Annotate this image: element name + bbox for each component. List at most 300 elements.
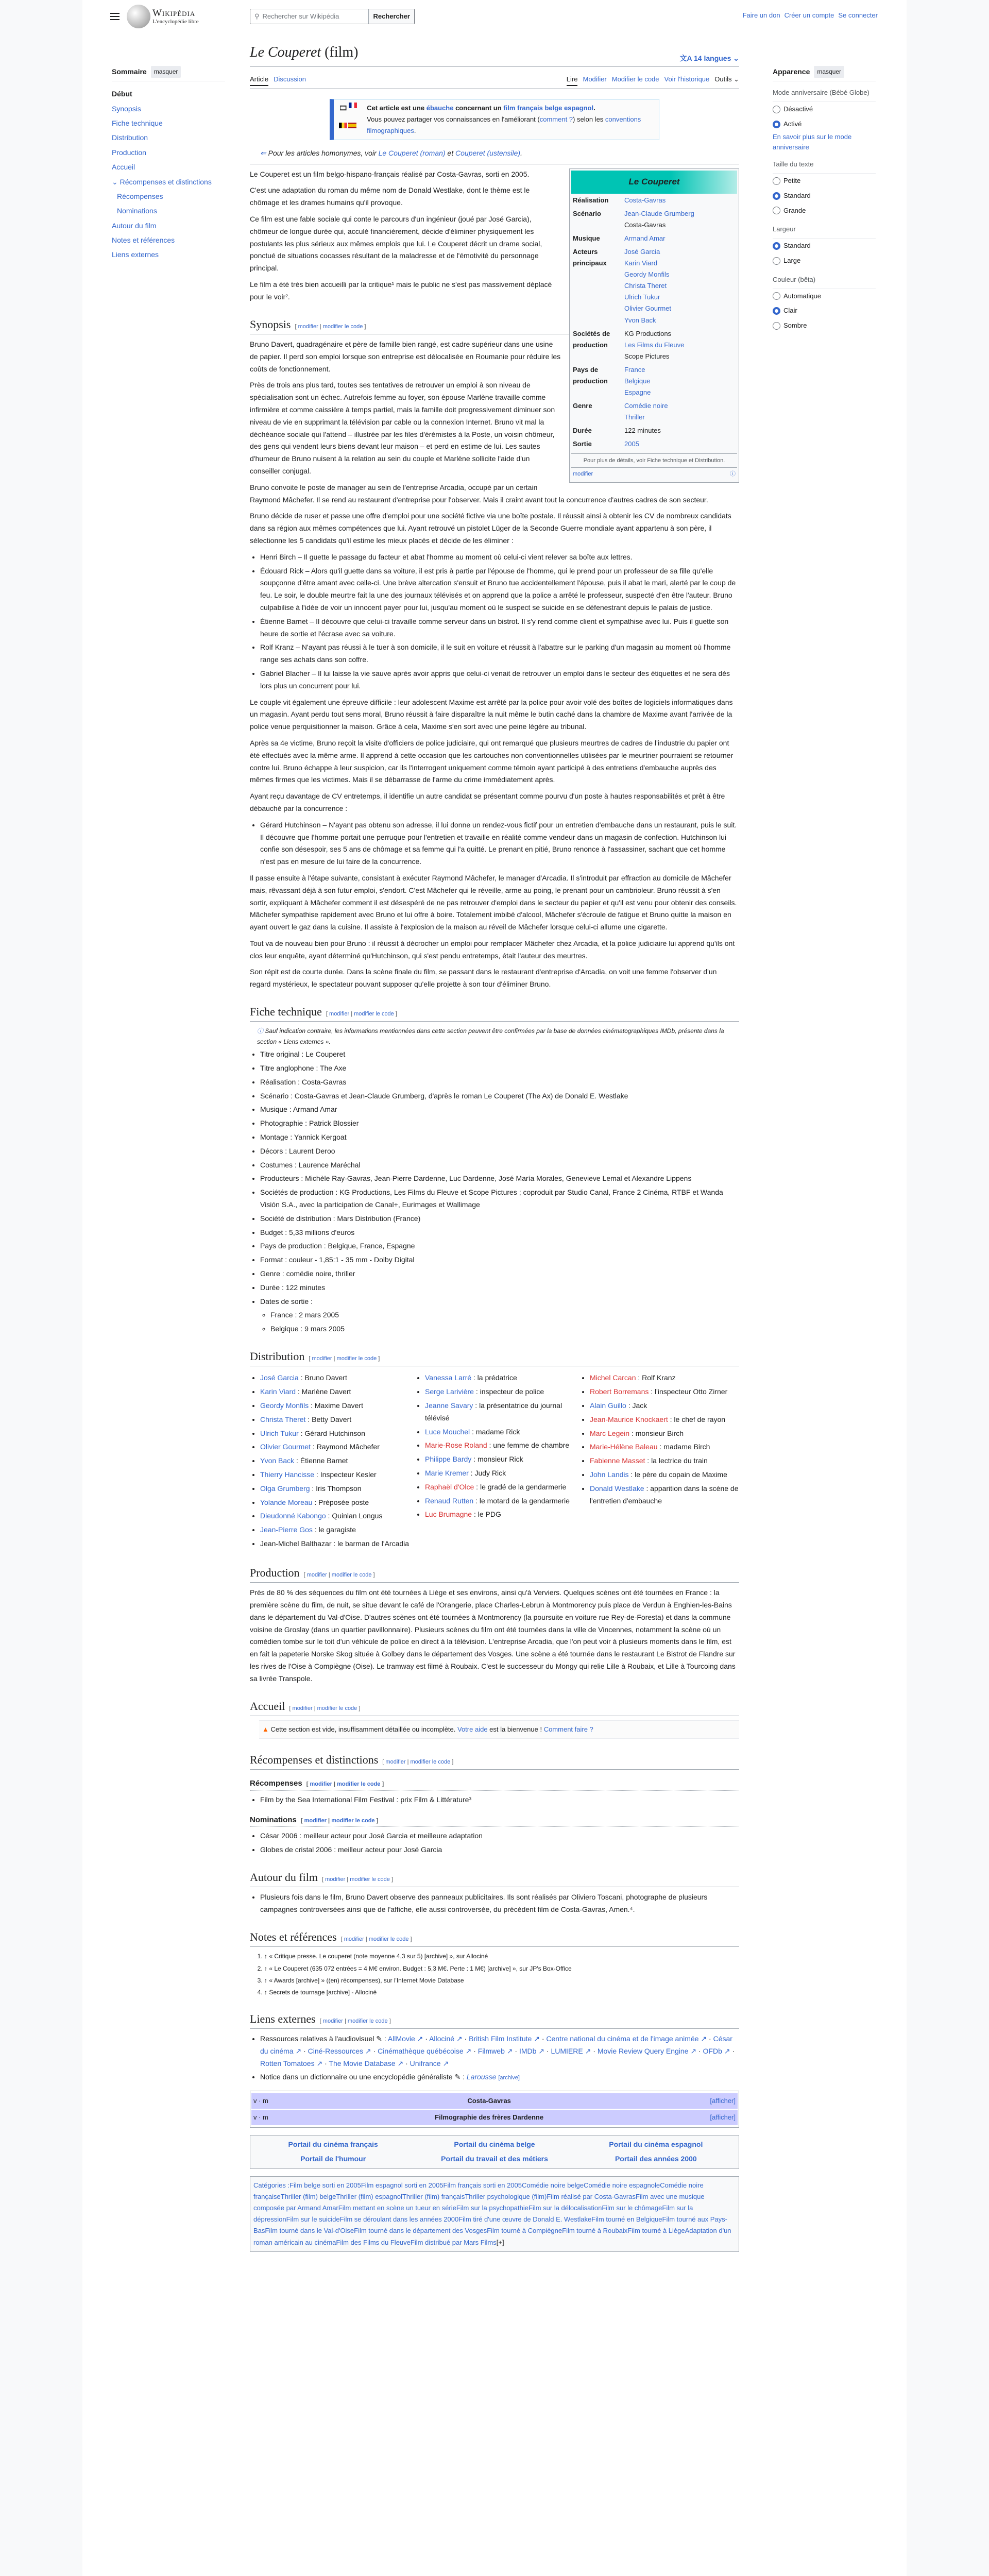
tab-outils[interactable]: Outils ⌄ [714, 75, 739, 83]
portal-link[interactable]: Portail du cinéma espagnol [609, 2140, 703, 2149]
reference-item: 2. ↑ « Le Couperet (635 072 entrées = 4 M€ environ. Budget : 5,3 M€. Perte : 1 M€) [archive] », sur JP's Box-Office [264, 1963, 739, 1974]
edit-links[interactable]: [ modifier | modifier le code ] [295, 323, 366, 330]
category-link[interactable]: Film des Films du Fleuve [336, 2238, 411, 2246]
synopsis-p8: Il passe ensuite à l'étape suivante, consistant à exécuter Raymond Mâchefer, le manager d'Arcadia. Il s'introduit par effraction au domicile de Mâchefer mais, rêvassant déjà à son futur emploi, s'endort. C'est Mâchefer qui le réveille, arme au poing, le prenant pour un cambrioleur. Bruno réussit à s'en sortir, expliquant à Mâchefer comment il est désespéré de ne pas retrouver d'emploi dans le secteur du papier et qu'il est venu pour obtenir des conseils. Mâchefer sympathise rapidement avec Bruno et lui offre à boire. Totalement imbibé d'alcool, Mâchefer s'écroule de fatigue et Bruno quitte la maison en ayant ouvert le gaz dans la cuisine. Il assiste à l'explosion de la maison au réveil de Mâchefer lorsque celui-ci allume une cigarette. [250, 873, 737, 931]
portal-link[interactable]: Portail des années 2000 [615, 2155, 697, 2163]
radio-label: Grande [783, 206, 806, 214]
infobox-value-item[interactable]: Ulrich Tukur [624, 293, 660, 301]
archive-link[interactable]: [archive] [498, 2075, 520, 2081]
actor-link[interactable]: Ulrich Tukur [260, 1429, 299, 1437]
actor-link[interactable]: Donald Westlake [590, 1484, 644, 1493]
infobox-value [624, 195, 736, 206]
infobox-value-item[interactable]: Yvon Back [624, 316, 656, 324]
actor-link[interactable]: Marc Legein [590, 1429, 630, 1437]
infobox-value-item[interactable]: 2005 [624, 440, 639, 448]
radio-button[interactable] [773, 242, 780, 250]
intro-paragraph: Ce film est une fable sociale qui conte le parcours d'un ingénieur (joué par José Garcia), chômeur de longue durée qui, acculé financièrement, décide d'éliminer physiquement les postulants les plus sérieux aux mêmes emplois que lui. Le Couperet décrit un drame social, ponctué de situations cocasses résultant de la maladresse et de l'émotivité du personnage principal. [250, 215, 542, 273]
radio-label: Sombre [783, 321, 807, 330]
section-autour [250, 1868, 739, 1887]
toc-item[interactable]: Notes et références [112, 236, 175, 245]
tab-lire[interactable]: Lire [567, 74, 578, 86]
edit-code-link[interactable]: modifier le code [322, 323, 363, 330]
toc-item[interactable]: Distribution [112, 133, 148, 142]
release-date: ◦ Belgique : 9 mars 2005 [270, 1323, 739, 1335]
cast-item: • Raphaël d'Olce : le gradé de la gendarmerie [425, 1481, 574, 1494]
actor-link[interactable]: Raphaël d'Olce [425, 1482, 474, 1491]
notice-item [260, 2071, 739, 2083]
cast-item: • Luce Mouchel : madame Rick [425, 1426, 574, 1438]
stub-link[interactable]: ébauche [426, 104, 454, 112]
infobox-value-item[interactable]: Armand Amar [624, 234, 666, 242]
section-recompenses [250, 1750, 739, 1770]
fiche-item: • Société de distribution : Mars Distribution (France) [260, 1213, 739, 1225]
hatnote-link-ustensile[interactable]: Couperet (ustensile) [455, 148, 521, 157]
category-link[interactable]: Film sur la dépression [253, 2204, 693, 2224]
radio-option[interactable] [773, 204, 876, 218]
actor-link[interactable]: Marie-Hélène Baleau [590, 1443, 658, 1451]
user-link[interactable]: Faire un don [742, 11, 780, 19]
radio-option[interactable] [773, 289, 876, 304]
toc-item[interactable]: Synopsis [112, 104, 141, 113]
edit-link[interactable]: modifier [292, 1705, 313, 1711]
info-icon: ⓘ [257, 1027, 265, 1035]
imdb-note [257, 1026, 739, 1047]
category-link[interactable]: Film tourné aux Pays-Bas [253, 2215, 727, 2235]
infobox-value [624, 400, 736, 423]
actor-link[interactable]: Olga Grumberg [260, 1484, 310, 1493]
actor-link[interactable]: Geordy Monfils [260, 1401, 309, 1410]
external-resource-link[interactable]: British Film Institute ↗ [469, 2035, 540, 2043]
toc-item[interactable]: Accueil [112, 163, 135, 172]
category-link[interactable]: Comédie noire française [253, 2181, 704, 2201]
infobox-value-item[interactable]: Olivier Gourmet [624, 304, 672, 313]
category-link[interactable]: Film tourné à Compiègne [487, 2227, 562, 2235]
portal-link[interactable]: Portail du travail et des métiers [441, 2155, 548, 2163]
infobox-value-item[interactable]: José Garcia [624, 247, 660, 256]
navbox-vm[interactable]: v · m [253, 2113, 268, 2122]
film-reel-icon: 🎞 [339, 104, 348, 112]
infobox-row [571, 194, 737, 207]
info-icon[interactable]: ⓘ [730, 471, 736, 478]
search-input[interactable] [250, 9, 368, 24]
radio-button[interactable] [773, 177, 780, 185]
edit-link[interactable]: modifier [312, 1355, 332, 1362]
fiche-item: • Réalisation : Costa-Gavras [260, 1076, 739, 1089]
infobox-modify-link[interactable]: modifier [573, 471, 593, 478]
radio-button[interactable] [773, 257, 780, 265]
categories-label[interactable]: Catégories : [253, 2181, 290, 2190]
edit-links[interactable]: [ modifier | modifier le code ] [340, 1936, 412, 1942]
category-link[interactable]: Film réalisé par Costa-Gavras [547, 2193, 636, 2201]
edit-code-link[interactable]: modifier le code [331, 1817, 375, 1824]
tab-modifier-le-code[interactable]: Modifier le code [611, 75, 659, 83]
external-resource-link[interactable]: OFDb ↗ [703, 2046, 730, 2055]
edit-links[interactable]: [ modifier | modifier le code ] [326, 1011, 397, 1018]
toc-title: Sommaire [112, 67, 147, 76]
external-resource-link[interactable]: Rotten Tomatoes ↗ [260, 2059, 323, 2067]
category-link[interactable]: Film tourné en Belgique [591, 2215, 662, 2224]
cast-column [260, 1370, 410, 1551]
infobox-key: Durée [573, 427, 592, 435]
toc-item[interactable]: Autour du film [112, 221, 157, 230]
radio-button[interactable] [773, 207, 780, 214]
victims-list [260, 551, 739, 692]
incomplete-notice [259, 1720, 739, 1739]
external-resource-link[interactable]: Filmweb ↗ [478, 2046, 513, 2055]
stub-help-text-2: ) selon les [573, 115, 605, 123]
release-dates [270, 1309, 739, 1335]
category-link[interactable]: Film espagnol sorti en 2005 [361, 2181, 444, 2190]
stub-icons [339, 103, 362, 137]
actor-link[interactable]: Thierry Hancisse [260, 1470, 315, 1479]
navbox-title[interactable]: Costa-Gavras [467, 2097, 511, 2105]
edit-link[interactable]: modifier [306, 1571, 327, 1578]
radio-label: Automatique [783, 292, 821, 300]
infobox-value-item[interactable]: Les Films du Fleuve [624, 341, 685, 349]
category-link[interactable]: Film sur le chômage [602, 2204, 662, 2212]
radio-label: Standard [783, 191, 811, 199]
actor-link[interactable]: Christa Theret [260, 1415, 306, 1423]
actor-link[interactable]: Karin Viard [260, 1387, 296, 1396]
synopsis-p5: Le couple vit également une épreuve difficile : leur adolescent Maxime est arrêté par la police pour avoir volé des boîtes de logiciels informatiques dans un magasin. Ayant perdu tout sens moral, Bruno réussit à faire disparaître la nuit même le butin caché dans la chambre de Maxime avant l'arrivée de la police venue perquisitionner la maison. Grâce à cela, Maxime s'en sort avec une peine légère au tribunal. [250, 698, 733, 731]
infobox-value-item[interactable]: Jean-Claude Grumberg [624, 209, 694, 217]
appearance-group-label: Taille du texte [773, 156, 876, 174]
actor-link[interactable]: Vanessa Larré [425, 1374, 472, 1382]
cast-item: • Dieudonné Kabongo : Quinlan Longus [260, 1510, 410, 1522]
synopsis-p4: Bruno décide de ruser et passe une offre d'emploi pour une société fictive via une boîte postale. Il réussit ainsi à obtenir les CV de nombreux candidats dans sa région aux mêmes compétences que lui. Ayant retrouvé un pistolet Lüger de la Seconde Guerre mondiale ayant appartenu à son père, il sélectionne les 5 candidats qu'il estime les mieux placés et décide de les éliminer : [250, 512, 731, 545]
section-production [250, 1563, 739, 1583]
category-link[interactable]: Film belge sorti en 2005 [289, 2181, 361, 2190]
category-link[interactable]: Comédie noire espagnole [583, 2181, 660, 2190]
portal-link[interactable]: Portail de l'humour [300, 2155, 366, 2163]
fiche-item: • Format : couleur - 1,85:1 - 35 mm - Dolby Digital [260, 1254, 739, 1266]
edit-links[interactable]: [ modifier | modifier le code ] [303, 1571, 375, 1578]
navbox-show[interactable]: [afficher] [710, 2097, 736, 2105]
fiche-item: • Sociétés de production : KG Productions, Les Films du Fleuve et Scope Pictures ; coproduit par Studio Canal, France 2 Cinéma, RTBF et Wanda Visión S.A., avec la participation de Canal+, Eurimages et Wallimage [260, 1187, 739, 1211]
infobox-value-item[interactable]: Christa Theret [624, 282, 667, 290]
section-title: Fiche technique [250, 1005, 322, 1019]
languages-label: 14 langues [694, 54, 731, 63]
radio-option[interactable] [773, 239, 876, 253]
infobox-value-item[interactable]: France [624, 365, 645, 374]
edit-code-link[interactable]: modifier le code [368, 1936, 409, 1942]
category-link[interactable]: Film se déroulant dans les années 2000 [339, 2215, 459, 2224]
header [82, 0, 907, 33]
infobox-key: Sortie [573, 440, 592, 448]
navbox-vm[interactable]: v · m [253, 2097, 268, 2105]
stub-topic-link[interactable]: film français belge espagnol [503, 104, 594, 112]
flag-france-icon [349, 103, 357, 108]
category-link[interactable]: Film tourné à Liège [627, 2227, 685, 2235]
edit-links[interactable]: [ modifier | modifier le code ] [309, 1355, 380, 1362]
actor-link[interactable]: Luce Mouchel [425, 1427, 470, 1436]
infobox-row [571, 207, 737, 232]
actor-link[interactable]: Fabienne Masset [590, 1456, 645, 1465]
radio-option[interactable] [773, 303, 876, 318]
appearance-panel [773, 66, 876, 333]
logo-title: Wikipédia [152, 7, 196, 19]
category-link[interactable]: Thriller (film) belge [280, 2193, 336, 2201]
actor-link[interactable]: Yolande Moreau [260, 1498, 313, 1506]
edit-code-link[interactable]: modifier le code [354, 1011, 394, 1018]
infobox-row [571, 232, 737, 245]
actor-link[interactable]: Jean-Maurice Knockaert [590, 1415, 668, 1423]
victim-item: • Gabriel Blacher – Il lui laisse la vie sauve après avoir appris que celui-ci venait de retrouver un emploi dans le secteur des étiquettes et ne sera dès lors plus un concurrent pour lui. [260, 668, 739, 692]
radio-button[interactable] [773, 106, 780, 113]
toc-item[interactable]: Production [112, 148, 146, 157]
category-link[interactable]: Film tourné à Roubaix [562, 2227, 628, 2235]
infobox-value-item[interactable]: Karin Viard [624, 259, 658, 267]
external-resource-link[interactable]: Unifrance ↗ [410, 2059, 449, 2067]
cast-item: • Yvon Back : Étienne Barnet [260, 1455, 410, 1467]
infobox-value-item[interactable]: Belgique [624, 377, 651, 385]
conventions-link[interactable]: conventions filmographiques [367, 115, 641, 134]
cast-item: • Vanessa Larré : la prédatrice [425, 1372, 574, 1384]
edit-code-link[interactable]: modifier le code [331, 1571, 372, 1578]
user-links [743, 10, 878, 21]
category-link[interactable]: Film sur le suicide [286, 2215, 340, 2224]
synopsis-p7: Ayant reçu davantage de CV entretemps, il identifie un autre candidat se présentant comme pourvu d'un poste à hautes responsabilités et prêt à être débauché par la concurrence : [250, 792, 725, 812]
hatnote-link-roman[interactable]: Le Couperet (roman) [378, 148, 446, 157]
infobox-value-item: KG Productions [624, 329, 672, 337]
languages-button[interactable]: 文A 14 langues ⌄ [679, 54, 739, 63]
infobox-value [624, 425, 736, 436]
category-link[interactable]: Film français sorti en 2005 [443, 2181, 522, 2190]
flag-belgium-icon [339, 123, 347, 128]
infobox-value [624, 233, 736, 244]
category-link[interactable]: Thriller psychologique (film) [465, 2193, 547, 2201]
hatnote [250, 147, 739, 164]
edit-code-link[interactable]: modifier le code [347, 2018, 388, 2024]
user-link[interactable]: Se connecter [838, 11, 878, 19]
actor-link[interactable]: Dieudonné Kabongo [260, 1512, 326, 1520]
infobox-row [571, 437, 737, 451]
wikipedia-logo[interactable] [127, 5, 199, 28]
fiche-item: • Producteurs : Michèle Ray-Gavras, Jean-Pierre Dardenne, Luc Dardenne, José María Morales, Genevieve Lemal et Alexandre Lippens [260, 1173, 739, 1185]
category-link[interactable]: Comédie noire belge [522, 2181, 584, 2190]
victim-item: • Étienne Barnet – Il découvre que celui-ci travaille comme serveur dans un bistrot. Il s'y rend comme client et sympathise avec lui. Puis il guette son heure de sortie et l'écrase avec sa voiture. [260, 616, 739, 640]
actor-link[interactable]: Alain Guillo [590, 1401, 626, 1410]
radio-option[interactable] [773, 318, 876, 333]
actor-link[interactable]: Renaud Rutten [425, 1496, 474, 1505]
help-link[interactable]: Votre aide [457, 1725, 488, 1733]
radio-option[interactable] [773, 174, 876, 189]
edit-links[interactable]: [ modifier | modifier le code ] [382, 1758, 454, 1765]
radio-label: Clair [783, 307, 797, 315]
edit-links[interactable]: [ modifier | modifier le code ] [306, 1781, 384, 1788]
toc-hide-button[interactable]: masquer [151, 66, 181, 78]
title-rest: (film) [321, 44, 359, 60]
fiche-item: • Budget : 5,33 millions d'euros [260, 1227, 739, 1239]
external-resource-link[interactable]: IMDb ↗ [519, 2046, 545, 2055]
navbox-title[interactable]: Filmographie des frères Dardenne [435, 2113, 544, 2122]
edit-link[interactable]: modifier [298, 323, 318, 330]
infobox-value [624, 328, 736, 362]
category-link[interactable]: Film mettant en scène un tueur en série [338, 2204, 456, 2212]
external-resource-link[interactable]: LUMIERE ↗ [551, 2046, 591, 2055]
actor-link[interactable]: Marie-Rose Roland [425, 1441, 487, 1450]
edit-code-link[interactable]: modifier le code [317, 1705, 357, 1711]
tab-discussion[interactable]: Discussion [274, 75, 306, 83]
edit-link[interactable]: modifier [385, 1758, 406, 1765]
category-link[interactable]: Film tourné dans le département des Vosges [354, 2227, 487, 2235]
external-resource-link[interactable]: Cinémathèque québécoise ↗ [378, 2046, 472, 2055]
external-resource-link[interactable]: Ciné-Ressources ↗ [308, 2046, 371, 2055]
trivia-list [260, 1891, 739, 1916]
radio-label: Standard [783, 242, 811, 250]
fiche-list [260, 1048, 739, 1335]
radio-button[interactable] [773, 192, 780, 200]
section-title: Production [250, 1566, 300, 1579]
hatnote-and: et [445, 148, 456, 157]
external-resource-link[interactable]: Allociné ↗ [429, 2035, 463, 2043]
category-link[interactable]: Film distribué par Mars Films [410, 2238, 497, 2246]
cast-item: • Philippe Bardy : monsieur Rick [425, 1453, 574, 1466]
actor-link[interactable]: Olivier Gourmet [260, 1443, 311, 1451]
infobox-value-item[interactable]: Geordy Monfils [624, 270, 670, 279]
categories-expand[interactable]: [+] [496, 2238, 504, 2246]
cast-item: • Jean-Maurice Knockaert : le chef de rayon [590, 1414, 739, 1426]
anniversary-info-link[interactable]: En savoir plus sur le mode anniversaire [773, 132, 852, 151]
fiche-item: • Dates de sortie : ◦ France : 2 mars 2005 ◦ Belgique : 9 mars 2005 [260, 1296, 739, 1335]
victim-item: • Henri Birch – Il guette le passage du facteur et abat l'homme au moment où celui-ci vient relever sa boîte aux lettres. [260, 551, 739, 564]
fiche-item: • Titre anglophone : The Axe [260, 1062, 739, 1075]
radio-option[interactable] [773, 253, 876, 268]
external-resource-link[interactable]: The Movie Database ↗ [329, 2059, 404, 2067]
appearance-hide-button[interactable]: masquer [814, 66, 844, 78]
edit-links[interactable]: [ modifier | modifier le code ] [319, 2018, 391, 2024]
edit-code-link[interactable]: modifier le code [336, 1355, 377, 1362]
how-link[interactable]: Comment faire ? [543, 1725, 593, 1733]
actor-link[interactable]: Luc Brumagne [425, 1510, 472, 1519]
title-italic: Le Couperet [250, 44, 321, 60]
actor-link[interactable]: Jeanne Savary [425, 1401, 473, 1410]
toc-item[interactable]: ⌄ Récompenses et distinctions [112, 177, 212, 186]
category-link[interactable]: Film sur la délocalisation [528, 2204, 602, 2212]
fiche-item: • Genre : comédie noire, thriller [260, 1268, 739, 1280]
toc-item[interactable]: Début [112, 90, 132, 98]
larousse-link[interactable]: Larousse [466, 2073, 497, 2081]
infobox [569, 168, 739, 483]
cast-item: • Luc Brumagne : le PDG [425, 1509, 574, 1521]
subsection-recompenses [250, 1777, 739, 1791]
external-resource-link[interactable]: AllMovie ↗ [387, 2035, 423, 2043]
portal-link[interactable]: Portail du cinéma belge [454, 2140, 535, 2149]
edit-code-link[interactable]: modifier le code [350, 1876, 390, 1883]
navbox-show[interactable]: [afficher] [710, 2113, 736, 2122]
category-link[interactable]: Thriller (film) espagnol [336, 2193, 402, 2201]
external-resource-link[interactable]: César du cinéma ↗ [260, 2035, 732, 2055]
actor-link[interactable]: Yvon Back [260, 1456, 295, 1465]
radio-button[interactable] [773, 322, 780, 330]
subsection-title: Nominations [250, 1815, 297, 1824]
actor-link[interactable]: Robert Borremans [590, 1387, 649, 1396]
toc-item[interactable]: Fiche technique [112, 118, 163, 127]
actor-link[interactable]: Michel Carcan [590, 1374, 636, 1382]
category-link[interactable]: Adaptation d'un roman américain au cinéma [253, 2227, 731, 2246]
portal-link[interactable]: Portail du cinéma français [288, 2140, 378, 2149]
actor-link[interactable]: José Garcia [260, 1374, 299, 1382]
cast-item: • Olga Grumberg : Iris Thompson [260, 1483, 410, 1495]
user-link[interactable]: Créer un compte [784, 11, 834, 19]
intro-paragraph: Le film a été très bien accueilli par la critique¹ mais le public ne s'est pas massivement déplacé pour le voir². [250, 280, 552, 301]
toc-item[interactable]: Liens externes [112, 250, 159, 259]
edit-code-link[interactable]: modifier le code [410, 1758, 451, 1765]
radio-option[interactable] [773, 117, 876, 132]
edit-link[interactable]: modifier [325, 1876, 346, 1883]
synopsis-p2: Près de trois ans plus tard, toutes ses tentatives de retrouver un emploi à son niveau de spécialisation sont un échec. Autrefois femme au foyer, son épouse Marlène travaille comme infirmière et comme caissière à temps partiel, mais la famille doit progressivement diminuer son niveau de vie en supprimant la télévision par cable ou la connexion Internet. Bruno vit mal la déchéance sociale qui l'attend – illustrée par les files d'érémistes à la Poste, un voisin chômeur, des gens qui vendent leurs biens devant leur maison – et perd en estime de lui. Les sautes d'humeur de Bruno nuisent à la relation au sein du couple et Marlène sollicite l'aide d'un conseiller conjugal. [250, 381, 555, 475]
actor-link[interactable]: Philippe Bardy [425, 1455, 472, 1464]
section-title: Liens externes [250, 2012, 316, 2025]
edit-links[interactable]: [ modifier | modifier le code ] [300, 1817, 379, 1824]
translate-icon: 文A [679, 54, 694, 63]
infobox-value-item[interactable]: Comédie noire [624, 402, 668, 410]
edit-links[interactable]: [ modifier | modifier le code ] [289, 1705, 361, 1711]
how-link[interactable]: comment ? [539, 115, 573, 123]
external-resource-link[interactable]: Centre national du cinéma et de l'image animée ↗ [546, 2035, 707, 2043]
tab-modifier[interactable]: Modifier [583, 75, 607, 83]
tab-voir-l-historique[interactable]: Voir l'historique [664, 75, 710, 83]
edit-link[interactable]: modifier [344, 1936, 364, 1942]
appearance-group-label: Largeur [773, 221, 876, 239]
edit-links[interactable]: [ modifier | modifier le code ] [322, 1876, 394, 1883]
category-link[interactable]: Film avec une musique composée par Armand Amar [253, 2193, 705, 2212]
edit-code-link[interactable]: modifier le code [337, 1781, 381, 1788]
radio-option[interactable] [773, 189, 876, 204]
globe-icon [127, 5, 150, 28]
edit-link[interactable]: modifier [310, 1781, 332, 1788]
category-link[interactable]: Film sur la psychopathie [456, 2204, 528, 2212]
infobox-value-item: Costa-Gavras [624, 221, 666, 229]
edit-link[interactable]: modifier [322, 2018, 343, 2024]
actor-link[interactable]: Marie Kremer [425, 1468, 469, 1477]
cast-item: • Donald Westlake : apparition dans la scène de l'entretien d'embauche [590, 1483, 739, 1507]
edit-link[interactable]: modifier [329, 1011, 350, 1018]
toc-item[interactable]: Récompenses [117, 192, 163, 200]
actor-link[interactable]: John Landis [590, 1470, 629, 1479]
infobox-key: Réalisation [573, 196, 609, 204]
page [82, 0, 907, 2576]
radio-option[interactable] [773, 102, 876, 117]
page-tabs [250, 74, 739, 89]
fiche-item: • Pays de production : Belgique, France, Espagne [260, 1240, 739, 1252]
victim-item: • Gérard Hutchinson – N'ayant pas obtenu son adresse, il lui donne un rendez-vous fictif pour un entretien d'embauche dans un restaurant, puis le suit. Il découvre que l'homme portait une perruque pour l'entretien et travaille en réalité comme vendeur dans un magasin de confection. Hutchinson lui confie son désespoir, ses 5 ans de chômage et sa femme qui l'a quitté. Le prenant en pitié, Bruno renonce à l'assassiner, sachant que cet homme n'est pas en mesure de lui faire de la concurrence. [260, 819, 739, 868]
fiche-item: • Titre original : Le Couperet [260, 1048, 739, 1061]
external-resource-link[interactable]: Movie Review Query Engine ↗ [597, 2046, 697, 2055]
actor-link[interactable]: Jean-Pierre Gos [260, 1526, 313, 1534]
tab-article[interactable]: Article [250, 74, 268, 86]
infobox-value-item[interactable]: Thriller [624, 413, 645, 421]
category-link[interactable]: Film tiré d'une œuvre de Donald E. Westlake [458, 2215, 592, 2224]
category-link[interactable]: Film tourné dans le Val-d'Oise [265, 2227, 354, 2235]
toc-item[interactable]: Nominations [117, 207, 157, 215]
actor-link[interactable]: Serge Larivière [425, 1387, 474, 1396]
search-button[interactable]: Rechercher [368, 9, 414, 24]
cast-item: • Ulrich Tukur : Gérard Hutchinson [260, 1428, 410, 1440]
radio-button[interactable] [773, 292, 780, 300]
infobox-value-item[interactable]: Espagne [624, 388, 651, 397]
category-link[interactable]: Thriller (film) français [402, 2193, 465, 2201]
radio-button[interactable] [773, 121, 780, 128]
cast-item: • José Garcia : Bruno Davert [260, 1372, 410, 1384]
fiche-item: • Musique : Armand Amar [260, 1104, 739, 1116]
main-menu-icon[interactable] [110, 13, 120, 20]
infobox-value-item[interactable]: Costa-Gavras [624, 196, 666, 204]
edit-link[interactable]: modifier [304, 1817, 327, 1824]
section-accueil [250, 1697, 739, 1716]
navbox-row [251, 2093, 738, 2109]
radio-button[interactable] [773, 307, 780, 315]
